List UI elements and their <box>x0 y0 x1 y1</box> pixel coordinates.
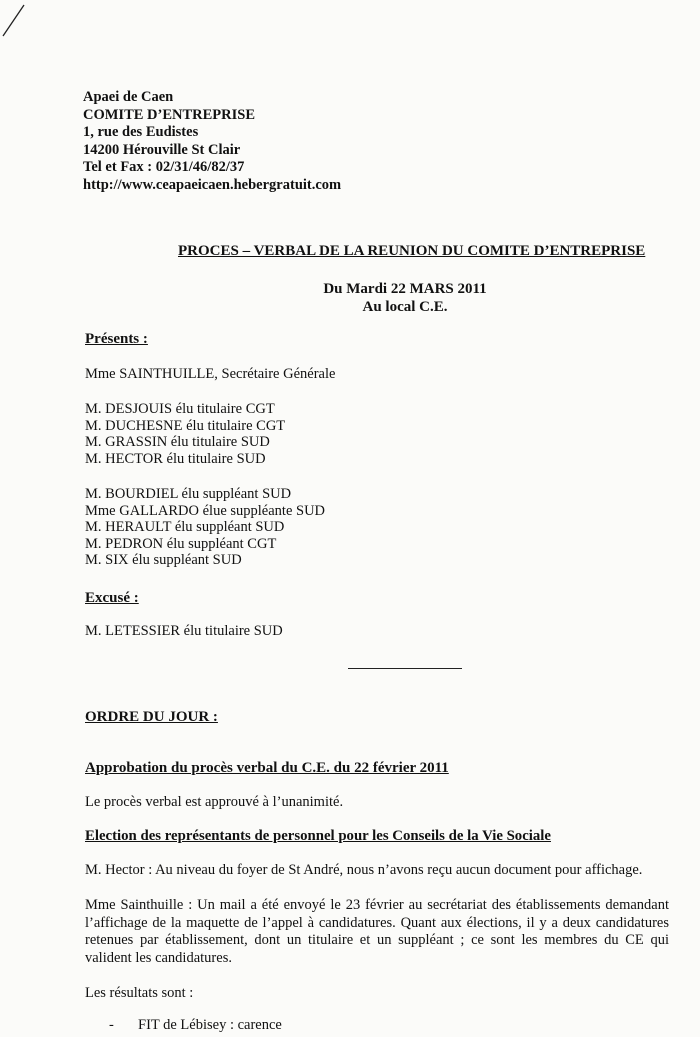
bullet-dash: - <box>109 1017 114 1033</box>
list-item: M. HECTOR élu titulaire SUD <box>85 450 266 467</box>
list-item: M. SIX élu suppléant SUD <box>85 552 242 568</box>
meeting-date: Du Mardi 22 MARS 2011 <box>323 281 487 297</box>
separator-line <box>348 668 462 669</box>
results-intro: Les résultats sont : <box>85 985 194 1001</box>
presents-heading: Présents : <box>85 331 148 347</box>
list-item: M. HERAULT élu suppléant SUD <box>85 519 285 535</box>
document-title: PROCES – VERBAL DE LA REUNION DU COMITE D’ENTREPRISE <box>178 243 646 259</box>
list-item: M. DESJOUIS élu titulaire CGT <box>85 401 275 417</box>
section2-heading: Election des représentants de personnel pour les Conseils de la Vie Sociale <box>85 828 551 844</box>
secretary-line: Mme SAINTHUILLE, Secrétaire Générale <box>85 366 336 382</box>
excuse-heading: Excusé : <box>85 590 139 606</box>
suppleants-list <box>85 486 325 569</box>
phone-fax: Tel et Fax : 02/31/46/82/37 <box>83 159 245 175</box>
street-address: 1, rue des Eudistes <box>83 124 199 140</box>
org-name: Apaei de Caen <box>83 89 174 105</box>
list-item: M. BOURDIEL élu suppléant SUD <box>85 486 292 502</box>
city-address: 14200 Hérouville St Clair <box>83 141 241 158</box>
agenda-heading: ORDRE DU JOUR : <box>85 709 218 725</box>
website: http://www.ceapaeicaen.hebergratuit.com <box>83 176 342 193</box>
letterhead <box>83 89 341 194</box>
hector-statement: M. Hector : Au niveau du foyer de St André, nous n’avons reçu aucun document pour affichage. <box>85 862 643 878</box>
result-item: FIT de Lébisey : carence <box>138 1017 282 1033</box>
section1-text: Le procès verbal est approuvé à l’unanimité. <box>85 794 344 810</box>
section1-heading: Approbation du procès verbal du C.E. du 22 février 2011 <box>85 760 449 776</box>
meeting-info <box>320 280 490 316</box>
meeting-location: Au local C.E. <box>362 299 448 315</box>
list-item: M. DUCHESNE élu titulaire CGT <box>85 417 286 434</box>
titulaires-list <box>85 401 285 467</box>
list-item: M. PEDRON élu suppléant CGT <box>85 535 277 552</box>
list-item: Mme GALLARDO élue suppléante SUD <box>85 502 326 519</box>
pen-stroke-mark <box>0 0 40 40</box>
committee-name: COMITE D’ENTREPRISE <box>83 106 256 123</box>
excuse-item: M. LETESSIER élu titulaire SUD <box>85 623 283 639</box>
list-item: M. GRASSIN élu titulaire SUD <box>85 434 270 450</box>
sainthuille-statement: Mme Sainthuille : Un mail a été envoyé le 23 février au secrétariat des établissements demandant l’affichage de la maquette de l’appel à candidatures. Quant aux élections, il y a deux candidatures retenues par établissement, dont un titulaire et un suppléant ; ce sont les membres du CE qui valident les candidatures. <box>85 897 669 966</box>
